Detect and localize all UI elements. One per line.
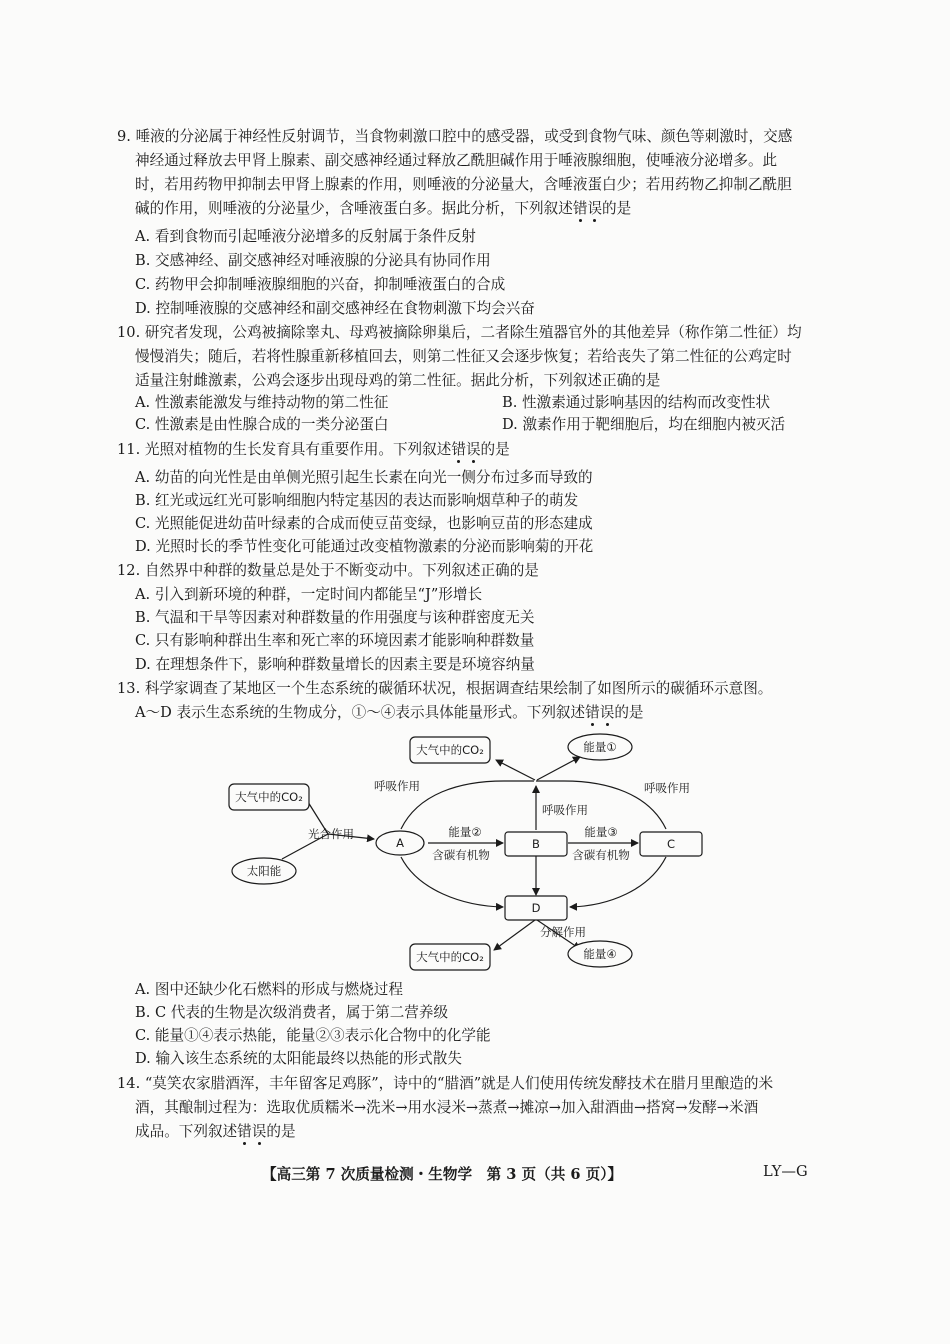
q12-option-a: A. 引入到新环境的种群，一定时间内都能呈“J”形增长 (135, 586, 483, 603)
node-d-label: D (531, 901, 541, 915)
q9-option-a: A. 看到食物而引起唾液分泌增多的反射属于条件反射 (135, 228, 476, 245)
emphasis-dot-char: 误 (587, 200, 603, 217)
a-respiration-arc (401, 781, 534, 829)
q13-stem-line-2: A～D 表示生态系统的生物成分，①～④表示具体能量形式。下列叙述错误的是 (135, 704, 644, 721)
energy-4-label: 能量④ (583, 947, 617, 961)
a-to-d-arc (401, 857, 503, 907)
q11-option-c: C. 光照能促进幼苗叶绿素的合成而使豆苗变绿，也影响豆苗的形态建成 (135, 515, 593, 532)
emphasis-dot-char: 错 (585, 704, 600, 721)
q12-option-b: B. 气温和干旱等因素对种群数量的作用强度与该种群密度无关 (135, 609, 535, 626)
q9-option-b: B. 交感神经、副交感神经对唾液腺的分泌具有协同作用 (135, 252, 491, 269)
energy-1-label: 能量① (583, 740, 617, 754)
q10-stem-line-3: 适量注射雌激素，公鸡会逐步出现母鸡的第二性征。据此分析，下列叙述正确的是 (135, 372, 661, 389)
co2-top-label: 大气中的CO₂ (416, 743, 484, 757)
energy-3-label: 能量③ (584, 825, 618, 839)
paper-code: LY—G (763, 1163, 808, 1180)
q13-option-b: B. C 代表的生物是次级消费者，属于第二营养级 (135, 1004, 449, 1021)
q11-stem: 11. 光照对植物的生长发育具有重要作用。下列叙述错误的是 (117, 441, 510, 458)
d-to-co2-arrow (494, 920, 535, 950)
organic-carbon-label-1: 含碳有机物 (432, 848, 490, 862)
energy-2-label: 能量② (448, 825, 482, 839)
emphasis-dot-char: 误 (251, 1123, 267, 1140)
q11-option-b: B. 红光或远红光可影响细胞内特定基因的表达而影响烟草种子的萌发 (135, 492, 579, 509)
q13-option-d: D. 输入该生态系统的太阳能最终以热能的形式散失 (135, 1050, 462, 1067)
q11-option-a: A. 幼苗的向光性是由单侧光照引起生长素在向光一侧分布过多而导致的 (135, 469, 593, 486)
emphasis-dot-char: 误 (465, 441, 481, 458)
q10-option-b: B. 性激素通过影响基因的结构而改变性状 (502, 394, 771, 411)
co2-left-label: 大气中的CO₂ (235, 790, 303, 804)
q12-option-d: D. 在理想条件下，影响种群数量增长的因素主要是环境容纳量 (135, 656, 535, 673)
emphasis-dot-char: 错 (237, 1123, 252, 1140)
to-co2-top-arrow (496, 760, 535, 780)
q12-option-c: C. 只有影响种群出生率和死亡率的环境因素才能影响种群数量 (135, 632, 535, 649)
organic-carbon-label-2: 含碳有机物 (572, 848, 630, 862)
q10-stem-line-1: 10. 研究者发现，公鸡被摘除睾丸、母鸡被摘除卵巢后，二者除生殖器官外的其他差异（称作第二性征）均 (117, 324, 802, 341)
carbon-cycle-diagram (224, 728, 724, 972)
q13-option-a: A. 图中还缺少化石燃料的形成与燃烧过程 (135, 981, 403, 998)
respiration-left-label: 呼吸作用 (374, 779, 420, 793)
q14-stem-line-2: 酒，其酿制过程为：选取优质糯米→洗米→用水浸米→蒸煮→摊凉→加入甜酒曲→搭窝→发酵→米酒 (135, 1099, 759, 1116)
respiration-right-label: 呼吸作用 (644, 781, 690, 795)
q9-stem-line-4: 碱的作用，则唾液的分泌量少，含唾液蛋白多。据此分析，下列叙述错误的是 (135, 200, 632, 217)
photosynthesis-label: 光合作用 (308, 827, 354, 841)
co2-bottom-label: 大气中的CO₂ (416, 950, 484, 964)
q14-stem-line-1: 14. “莫笑农家腊酒浑，丰年留客足鸡豚”，诗中的“腊酒”就是人们使用传统发酵技术在腊月里酿造的米 (117, 1075, 774, 1092)
node-c-label: C (666, 837, 676, 851)
q10-option-d: D. 激素作用于靶细胞后，均在细胞内被灭活 (502, 416, 786, 433)
page-footer: 【高三第 7 次质量检测・生物学 第 3 页（共 6 页）】 (262, 1166, 623, 1183)
q10-option-a: A. 性激素能激发与维持动物的第二性征 (135, 394, 389, 411)
emphasis-dot-char: 误 (599, 704, 615, 721)
emphasis-dot-char: 错 (451, 441, 466, 458)
q9-stem-line-2: 神经通过释放去甲肾上腺素、副交感神经通过释放乙酰胆碱作用于唾液腺细胞，使唾液分泌增多。此 (135, 152, 778, 169)
respiration-mid-label: 呼吸作用 (542, 803, 588, 817)
q10-stem-line-2: 慢慢消失；随后，若将性腺重新移植回去，则第二性征又会逐步恢复；若给丧失了第二性征的公鸡定时 (135, 348, 792, 365)
decomposition-label: 分解作用 (540, 925, 586, 939)
emphasis-dot-char: 错 (572, 200, 588, 217)
q9-stem-line-1: 9. 唾液的分泌属于神经性反射调节，当食物刺激口腔中的感受器，或受到食物气味、颜色等刺激时，交感 (117, 128, 793, 145)
q10-option-c: C. 性激素是由性腺合成的一类分泌蛋白 (135, 416, 389, 433)
q11-option-d: D. 光照时长的季节性变化可能通过改变植物激素的分泌而影响菊的开花 (135, 538, 594, 555)
q9-option-d: D. 控制唾液腺的交感神经和副交感神经在食物刺激下均会兴奋 (135, 300, 535, 317)
node-b-label: B (532, 837, 540, 851)
node-a-label: A (396, 836, 404, 850)
q9-stem-line-3: 时，若用药物甲抑制去甲肾上腺素的作用，则唾液的分泌量大，含唾液蛋白少；若用药物乙抑制乙酰胆 (135, 176, 792, 193)
q12-stem: 12. 自然界中种群的数量总是处于不断变动中。下列叙述正确的是 (117, 562, 539, 579)
q14-stem-line-3: 成品。下列叙述错误的是 (135, 1123, 296, 1140)
q9-option-c: C. 药物甲会抑制唾液腺细胞的兴奋，抑制唾液蛋白的合成 (135, 276, 506, 293)
q13-option-c: C. 能量①④表示热能，能量②③表示化合物中的化学能 (135, 1027, 491, 1044)
c-to-d-arc (570, 857, 666, 907)
q13-stem-line-1: 13. 科学家调查了某地区一个生态系统的碳循环状况，根据调查结果绘制了如图所示的碳循环示意图。 (117, 680, 773, 697)
sun-label: 太阳能 (246, 864, 282, 878)
to-energy-1-arrow (537, 757, 580, 780)
